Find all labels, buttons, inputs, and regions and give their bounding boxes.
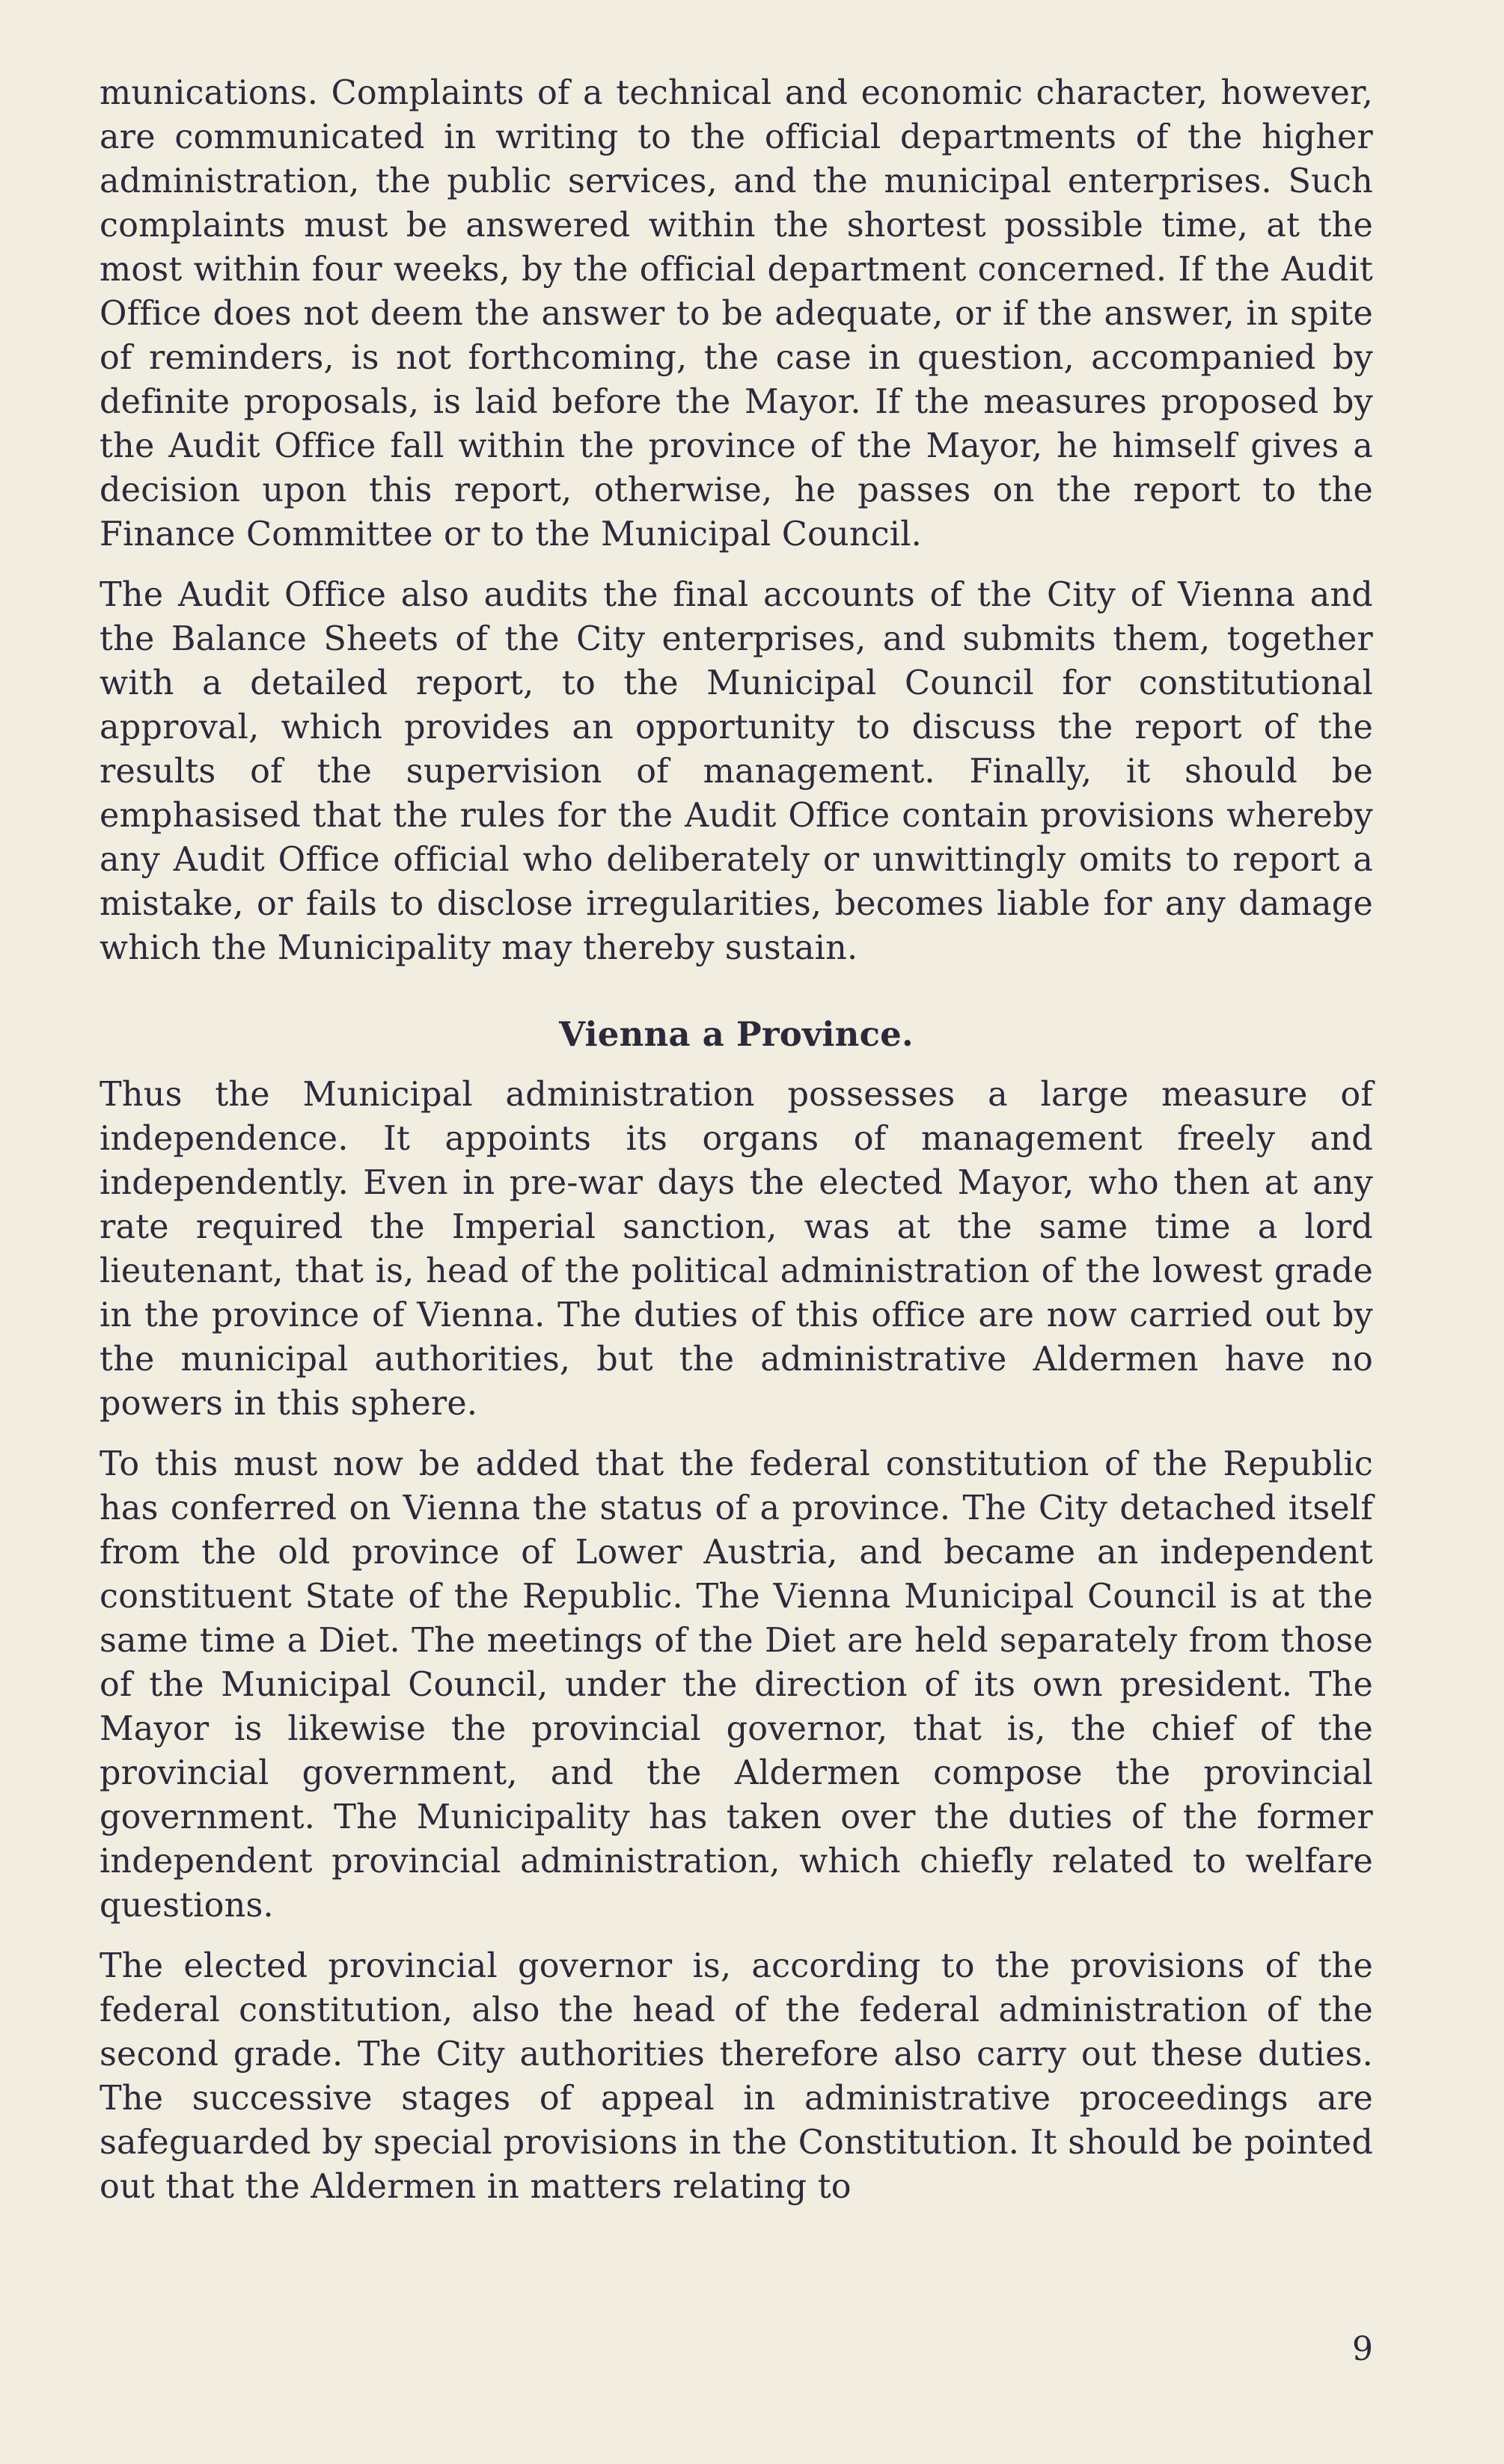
paragraph-independence: Thus the Municipal administration possesses a large measure of independence. It appoints its organs of management freely and independently. Even in pre-war days the elected Mayor, who then at any rate required the Imperial sanction, was at the same time a lord lieutenant, that is, head of the political administration of the lowest grade in the province of Vienna. The duties of this office are now carried out by the municipal authorities, but the administrative Aldermen have no powers in this sphere. xyxy=(100,1076,1373,1423)
section-heading: Vienna a Province. xyxy=(559,1014,914,1054)
paragraph-provincial-governor: The elected provincial governor is, according to the provisions of the federal constitution, also the head of the federal administration of the second grade. The City authorities therefore also carry out these duties. The successive stages of appeal in administrative proceedings are safeguarded by special provisions in the Constitution. It should be pointed out that the Aldermen in matters relating to xyxy=(100,1947,1373,2206)
page-number: 9 xyxy=(1352,2330,1373,2368)
paragraph-province-status: To this must now be added that the federal constitution of the Republic has conferred on Vienna the status of a province. The City detached itself from the old province of Lower Austria, and became an independent constituent State of the Republic. The Vienna Municipal Council is at the same time a Diet. The meetings of the Diet are held separately from those of the Municipal Council, under the direction of its own president. The Mayor is likewise the provincial governor, that is, the chief of the provincial government, and the Aldermen compose the provincial government. The Municipality has taken over the duties of the former independent provincial administration, which chiefly related to welfare questions. xyxy=(100,1445,1373,1925)
paragraph-complaints: munications. Complaints of a technical and economic character, however, are communicated in writing to the official departments of the higher administration, the public services, and the municipal enterprises. Such complaints must be answered within the shortest possible time, at the most within four weeks, by the official department concerned. If the Audit Office does not deem the answer to be adequate, or if the answer, in spite of reminders, is not forthcoming, the case in question, accompanied by definite proposals, is laid before the Mayor. If the measures proposed by the Audit Office fall within the province of the Mayor, he himself gives a decision upon this report, otherwise, he passes on the report to the Finance Committee or to the Municipal Council. xyxy=(100,74,1373,554)
page-body xyxy=(100,71,1373,2209)
paragraph-final-accounts: The Audit Office also audits the final accounts of the City of Vienna and the Balance Sheets of the City enterprises, and submits them, together with a detailed report, to the Municipal Council for constitutional approval, which provides an opportunity to discuss the report of the results of the supervision of management. Finally, it should be emphasised that the rules for the Audit Office contain provisions whereby any Audit Office official who deliberately or unwittingly omits to report a mistake, or fails to disclose irregularities, becomes liable for any damage which the Municipality may thereby sustain. xyxy=(100,576,1373,967)
